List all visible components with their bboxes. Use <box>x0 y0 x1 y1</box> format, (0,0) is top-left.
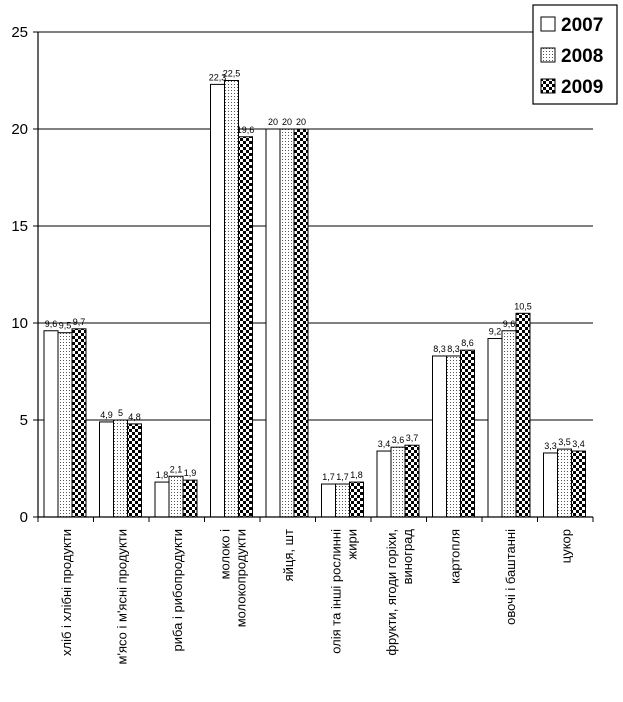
category-label-line: фрукти, ягоди горіхи, <box>383 529 399 656</box>
category-label-line: цукор <box>558 529 574 564</box>
bar-2008-1 <box>58 333 72 517</box>
bar-2007-9 <box>488 339 502 517</box>
data-label: 19,6 <box>236 124 255 135</box>
bar-2007-2 <box>100 422 114 517</box>
category-label-line: м'ясо і м'ясні продукти <box>114 529 130 665</box>
data-label: 3,4 <box>377 439 391 450</box>
bar-2007-6 <box>322 484 336 517</box>
category-label <box>558 529 573 563</box>
data-label: 9,6 <box>502 318 516 329</box>
legend-swatch-2009 <box>541 79 555 93</box>
data-label: 1,9 <box>183 468 197 479</box>
legend-swatch-2008 <box>541 48 555 62</box>
y-tick-label: 5 <box>19 412 28 429</box>
bar-2009-8 <box>461 350 475 517</box>
bar-2007-1 <box>44 331 58 517</box>
bar-2007-3 <box>155 482 169 517</box>
data-label: 8,3 <box>433 343 446 354</box>
category-label-line: молоко і <box>217 529 233 580</box>
category-label <box>503 529 518 625</box>
bar-2009-5 <box>294 129 308 517</box>
data-label: 9,5 <box>58 320 72 331</box>
data-label: 22,3 <box>208 72 227 83</box>
data-label: 10,5 <box>514 301 532 312</box>
legend <box>533 5 617 104</box>
bar-2009-10 <box>572 451 586 517</box>
data-label: 9,7 <box>72 316 86 327</box>
legend-label-2008: 2008 <box>561 46 604 67</box>
data-label: 3,7 <box>405 433 419 444</box>
category-label <box>447 529 462 584</box>
category-label-line: овочі і баштанні <box>502 529 518 625</box>
bar-2009-6 <box>350 482 364 517</box>
legend-label-2007: 2007 <box>561 15 604 36</box>
data-label: 5 <box>117 408 124 418</box>
data-label: 1,7 <box>336 472 349 483</box>
legend-swatch-2007 <box>541 17 555 31</box>
bar-2007-7 <box>377 451 391 517</box>
y-tick-label: 0 <box>19 509 28 526</box>
category-label-line: виноград <box>399 529 415 585</box>
category-label <box>384 529 415 656</box>
data-label: 20 <box>295 117 307 127</box>
bar-2009-7 <box>405 445 419 517</box>
category-label <box>217 529 248 627</box>
category-label <box>114 529 129 664</box>
category-label <box>281 529 296 581</box>
legend-label-2009: 2009 <box>561 77 604 98</box>
data-label: 4,8 <box>128 411 141 422</box>
bar-2008-5 <box>280 129 294 517</box>
bar-2009-4 <box>239 137 253 517</box>
data-label: 22,5 <box>222 68 241 79</box>
category-label <box>170 529 185 652</box>
data-label: 3,4 <box>572 439 585 450</box>
category-label <box>328 529 359 654</box>
category-label <box>59 529 74 656</box>
category-label-line: яйця, шт <box>280 529 296 582</box>
category-label-line: олія та інші рослинні <box>328 529 344 654</box>
data-label: 1,8 <box>155 470 169 481</box>
category-labels <box>59 529 574 665</box>
bar-2008-6 <box>336 484 350 517</box>
data-label: 20 <box>281 117 293 127</box>
bar-2007-10 <box>544 453 558 517</box>
bar-2007-5 <box>266 129 280 517</box>
data-label: 9,2 <box>488 326 502 337</box>
data-label: 3,6 <box>391 435 405 446</box>
category-label-line: жири <box>344 529 360 560</box>
data-label: 1,7 <box>322 472 335 483</box>
bar-2008-8 <box>447 356 461 517</box>
data-label: 1,8 <box>350 470 363 481</box>
category-label-line: хліб і хлібні продукти <box>58 529 74 656</box>
category-label-line: молокопродукти <box>233 529 249 628</box>
bar-2007-8 <box>433 356 447 517</box>
y-tick-label: 25 <box>11 24 28 41</box>
category-label-line: картопля <box>447 529 463 584</box>
bar-2008-4 <box>225 81 239 518</box>
bar-2009-3 <box>183 480 197 517</box>
y-tick-label: 15 <box>11 218 28 235</box>
bar-2009-2 <box>128 424 142 517</box>
bar-2007-4 <box>211 84 225 517</box>
data-label: 3,5 <box>558 437 571 448</box>
category-label-line: риба і рибопродукти <box>169 529 185 652</box>
data-label: 4,9 <box>100 409 113 420</box>
y-tick-label: 20 <box>11 121 28 138</box>
bar-2008-7 <box>391 447 405 517</box>
data-label: 20 <box>267 117 279 127</box>
data-label: 8,6 <box>461 338 474 349</box>
data-label: 3,3 <box>544 440 557 451</box>
bar-2009-9 <box>516 313 530 517</box>
bar-2008-9 <box>502 331 516 517</box>
data-label: 8,3 <box>447 343 460 354</box>
bar-2008-3 <box>169 476 183 517</box>
bars <box>44 81 586 518</box>
y-tick-label: 10 <box>11 315 28 332</box>
bar-2008-10 <box>558 449 572 517</box>
bar-2009-1 <box>72 329 86 517</box>
data-label: 9,6 <box>44 318 58 329</box>
data-label: 2,1 <box>169 464 183 475</box>
bar-2008-2 <box>114 420 128 517</box>
y-tick-labels <box>11 24 28 526</box>
